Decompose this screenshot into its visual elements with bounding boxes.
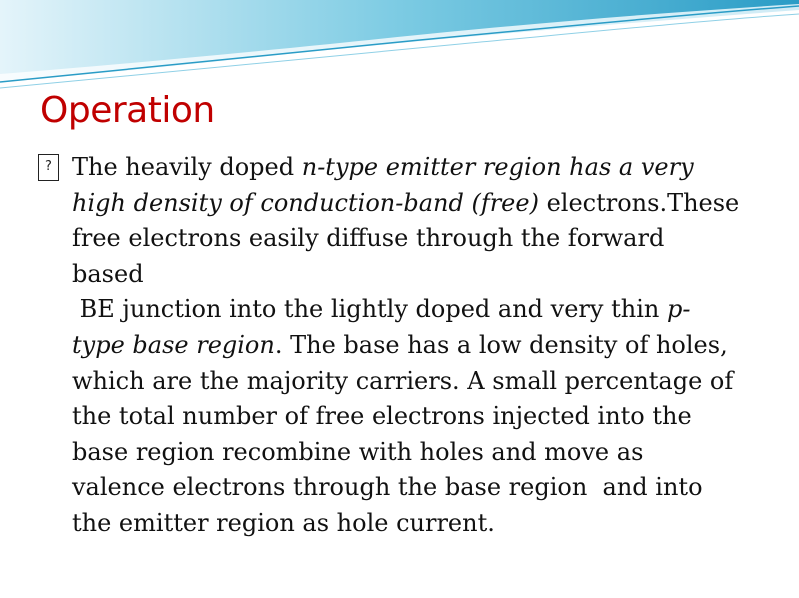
slide-body: [38, 150, 763, 542]
text-line: The heavily doped n-type emitter region has a very: [72, 153, 694, 181]
text-line: which are the majority carriers. A small percentage of: [72, 366, 734, 395]
bullet-placeholder-icon: ?: [38, 154, 59, 181]
text-line: type base region. The base has a low density of holes,: [72, 330, 728, 359]
text-line: the total number of free electrons injected into the: [72, 402, 692, 431]
text-line: the emitter region as hole current.: [72, 508, 495, 537]
slide-title: Operation: [40, 90, 215, 131]
bullet-paragraph: [38, 150, 763, 542]
text-line: base region recombine with holes and move as: [72, 437, 644, 466]
text-line: free electrons easily diffuse through the forward: [72, 224, 665, 253]
text-line: based: [72, 259, 144, 288]
header-wave-decoration: [0, 0, 799, 100]
text-line: high density of conduction-band (free) electrons.These: [72, 188, 740, 217]
text-line: valence electrons through the base region and into: [72, 473, 703, 502]
text-line: BE junction into the lightly doped and very thin p-: [72, 295, 691, 324]
